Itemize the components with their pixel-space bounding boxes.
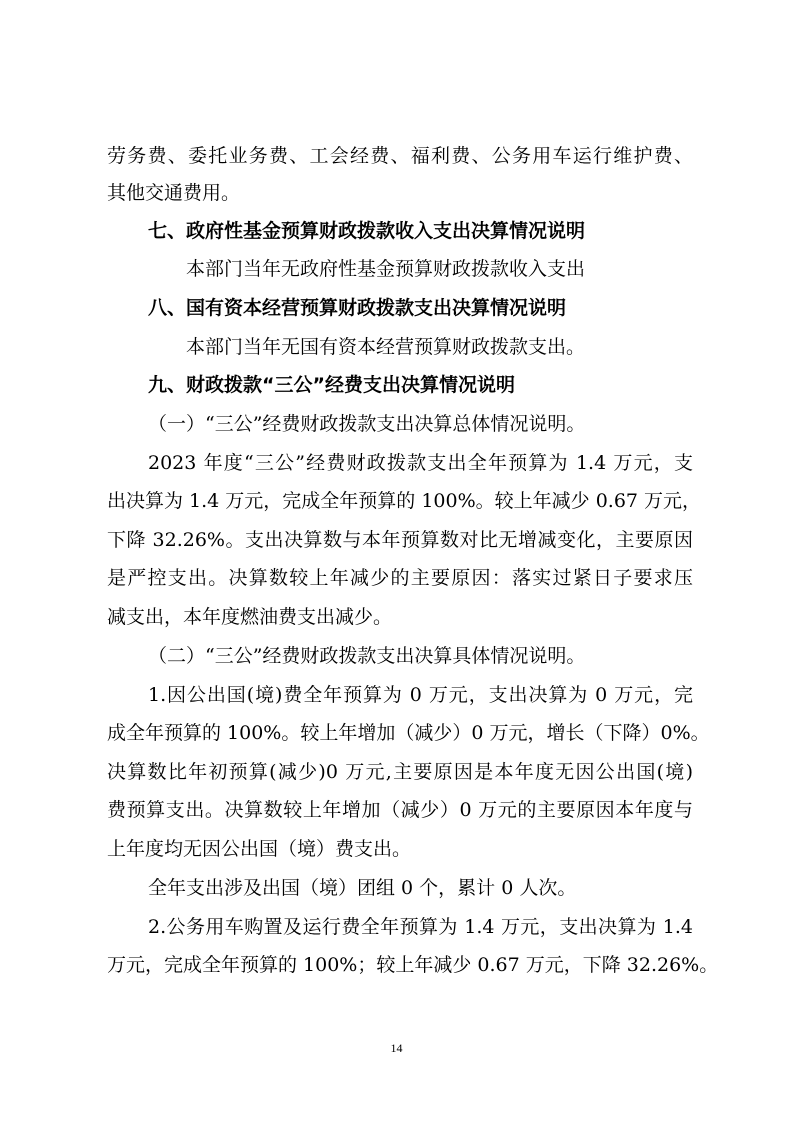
body-text-line: 上年度均无因公出国（境）费支出。 xyxy=(107,838,412,860)
body-text-line: 出决算为 1.4 万元，完成全年预算的 100%。较上年减少 0.67 万元， xyxy=(107,490,702,512)
body-text-line: 其他交通费用。 xyxy=(107,182,241,204)
body-text-line: 2023 年度“三公”经费财政拨款支出全年预算为 1.4 万元，支 xyxy=(148,452,693,474)
section-heading-nine: 九、财政拨款“三公”经费支出决算情况说明 xyxy=(148,374,515,396)
body-text-line: 全年支出涉及出国（境）团组 0 个，累计 0 人次。 xyxy=(148,877,577,899)
body-text-line: 本部门当年无政府性基金预算财政拨款收入支出 xyxy=(186,258,586,280)
body-text-line: 劳务费、委托业务费、工会经费、福利费、公务用车运行维护费、 xyxy=(107,145,693,167)
body-text-line: 决算数比年初预算(减少)0 万元,主要原因是本年度无因公出国(境) xyxy=(107,761,693,783)
body-text-line: 1.因公出国(境)费全年预算为 0 万元，支出决算为 0 万元，完 xyxy=(148,684,693,706)
body-text-line: 费预算支出。决算数较上年增加（减少）0 万元的主要原因本年度与 xyxy=(107,799,693,821)
body-text-line: 减支出，本年度燃油费支出减少。 xyxy=(107,606,393,628)
body-text-line: 下降 32.26%。支出决算数与本年预算数对比无增减变化，主要原因 xyxy=(107,529,693,551)
section-heading-eight: 八、国有资本经营预算财政拨款支出决算情况说明 xyxy=(148,297,567,319)
subsection-heading-two: （二）“三公”经费财政拨款支出决算具体情况说明。 xyxy=(148,645,586,667)
body-text-line: 本部门当年无国有资本经营预算财政拨款支出。 xyxy=(186,336,586,358)
section-heading-seven: 七、政府性基金预算财政拨款收入支出决算情况说明 xyxy=(148,220,586,242)
body-text-line: 万元，完成全年预算的 100%；较上年减少 0.67 万元，下降 32.26%。 xyxy=(107,954,719,976)
body-text-line: 2.公务用车购置及运行费全年预算为 1.4 万元，支出决算为 1.4 xyxy=(148,916,693,938)
page-number: 14 xyxy=(390,1041,403,1055)
body-text-line: 成全年预算的 100%。较上年增加（减少）0 万元，增长（下降）0%。 xyxy=(107,722,710,744)
body-text-line: 是严控支出。决算数较上年减少的主要原因：落实过紧日子要求压 xyxy=(107,567,693,589)
subsection-heading-one: （一）“三公”经费财政拨款支出决算总体情况说明。 xyxy=(148,413,586,435)
